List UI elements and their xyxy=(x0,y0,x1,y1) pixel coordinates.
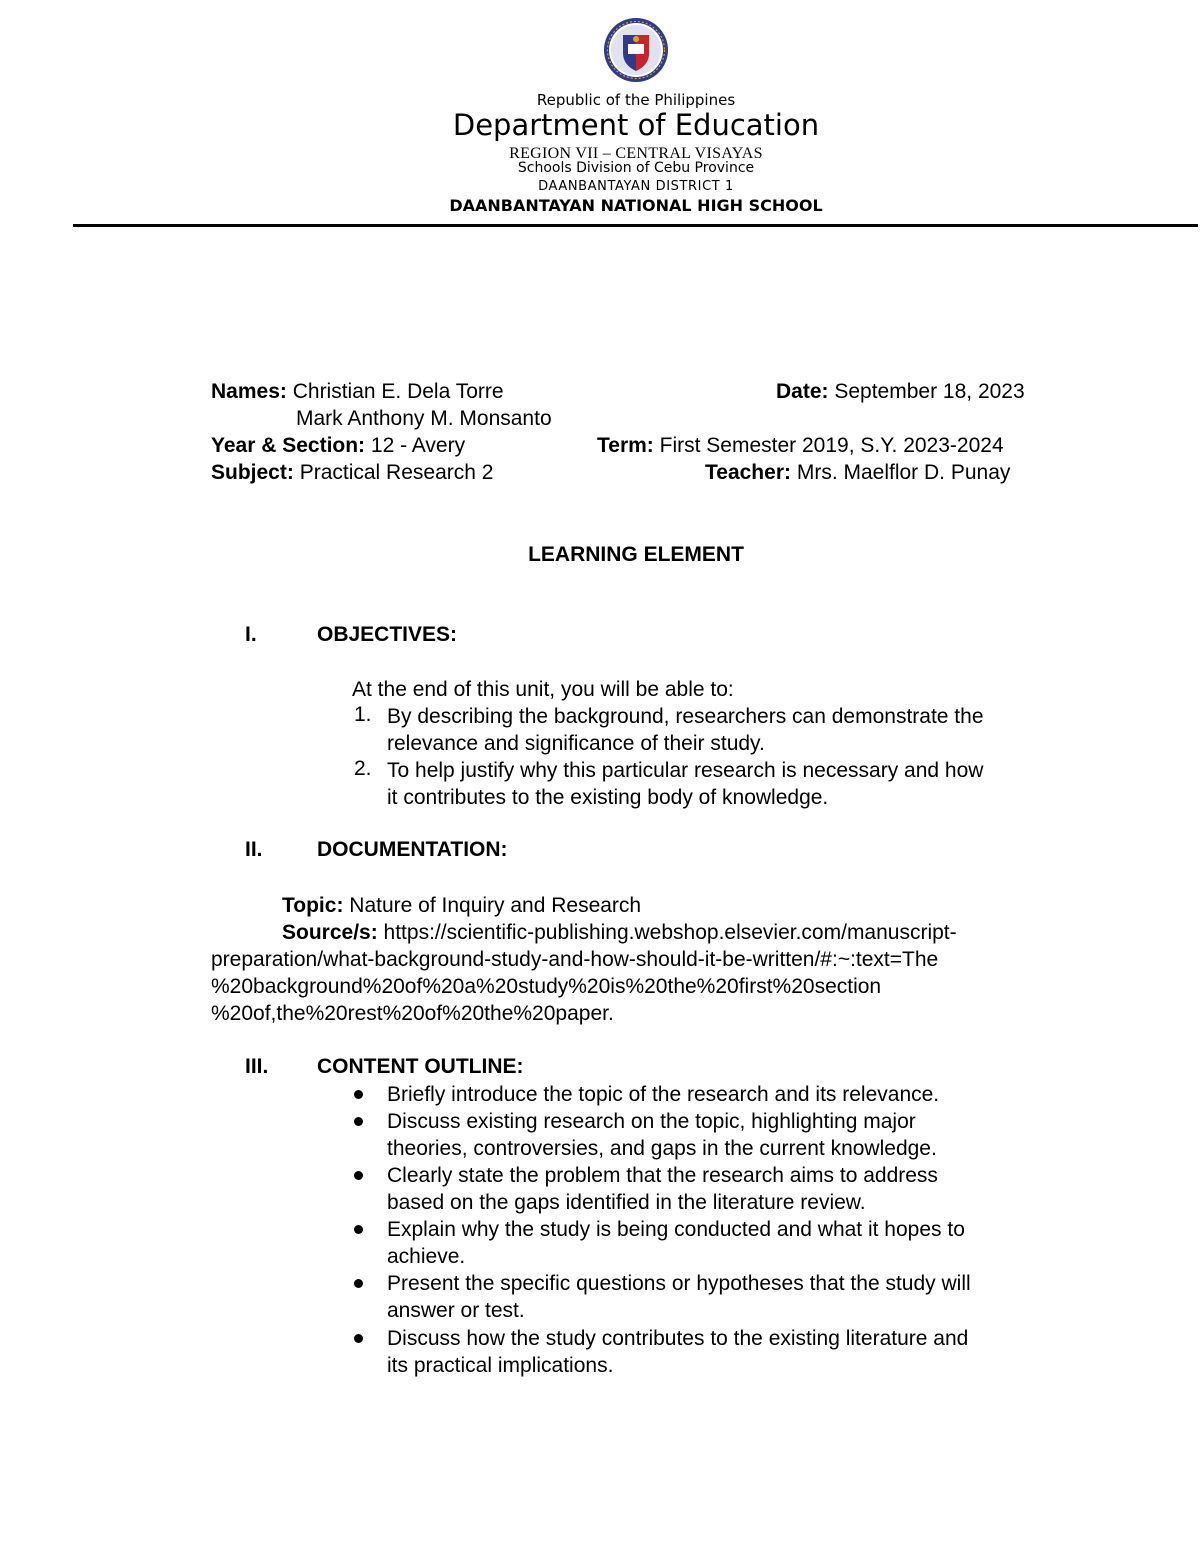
outline-item-line: based on the gaps identified in the literature review. xyxy=(387,1191,866,1214)
documentation-numeral: II. xyxy=(245,838,263,861)
deped-seal-icon xyxy=(601,17,671,83)
objective-number: 2. xyxy=(354,757,372,780)
date-value: September 18, 2023 xyxy=(834,380,1025,403)
source-link: %20of,the%20rest%20of%20the%20paper. xyxy=(211,1002,614,1025)
names-label: Names: xyxy=(211,380,287,403)
outline-item-line: achieve. xyxy=(387,1245,466,1268)
department-title: Department of Education xyxy=(452,108,820,142)
documentation-heading: DOCUMENTATION: xyxy=(317,838,508,861)
year-label: Year & Section: xyxy=(211,434,366,457)
outline-item-line: answer or test. xyxy=(387,1299,525,1322)
source-link: preparation/what-background-study-and-how-should-it-be-written/#:~:text=The xyxy=(211,948,939,971)
bullet-icon xyxy=(354,1279,363,1288)
outline-item-line: Present the specific questions or hypotheses that the study will xyxy=(387,1272,971,1295)
topic-row xyxy=(282,892,641,919)
name-1: Christian E. Dela Torre xyxy=(292,380,504,403)
document-title: LEARNING ELEMENT xyxy=(528,543,744,566)
term-row xyxy=(597,432,1004,459)
outline-item-line: theories, controversies, and gaps in the current knowledge. xyxy=(387,1137,937,1160)
date-label: Date: xyxy=(776,380,829,403)
objectives-numeral: I. xyxy=(245,623,257,646)
teacher-row xyxy=(705,459,1010,486)
outline-item-line: Briefly introduce the topic of the research and its relevance. xyxy=(387,1083,940,1106)
objective-number: 1. xyxy=(354,703,372,726)
subject-label: Subject: xyxy=(211,461,294,484)
republic-line: Republic of the Philippines xyxy=(536,91,736,109)
outline-numeral: III. xyxy=(245,1055,269,1078)
outline-item-line: Clearly state the problem that the research aims to address xyxy=(387,1164,938,1187)
outline-item-line: Discuss existing research on the topic, highlighting major xyxy=(387,1110,916,1133)
district-line: DAANBANTAYAN DISTRICT 1 xyxy=(538,179,734,194)
objective-item-line: By describing the background, researchers can demonstrate the xyxy=(387,705,984,728)
objectives-heading: OBJECTIVES: xyxy=(317,623,458,646)
outline-item-line: Discuss how the study contributes to the existing literature and xyxy=(387,1327,969,1350)
school-name: DAANBANTAYAN NATIONAL HIGH SCHOOL xyxy=(449,196,823,215)
header-divider xyxy=(73,224,1198,227)
objectives-intro: At the end of this unit, you will be able to: xyxy=(352,678,734,701)
source-link: %20background%20of%20a%20study%20is%20the%20first%20section xyxy=(211,975,882,998)
outline-item-line: Explain why the study is being conducted and what it hopes to xyxy=(387,1218,965,1241)
teacher-value: Mrs. Maelflor D. Punay xyxy=(796,461,1011,484)
year-value: 12 - Avery xyxy=(370,434,466,457)
names-row xyxy=(211,378,504,405)
objective-item-line: To help justify why this particular research is necessary and how xyxy=(387,759,984,782)
outline-heading: CONTENT OUTLINE: xyxy=(317,1055,524,1078)
term-value: First Semester 2019, S.Y. 2023-2024 xyxy=(659,434,1004,457)
division-line: Schools Division of Cebu Province xyxy=(517,160,755,176)
source-row xyxy=(282,919,957,946)
source-label: Source/s: xyxy=(282,921,378,944)
topic-label: Topic: xyxy=(282,894,344,917)
bullet-icon xyxy=(354,1117,363,1126)
subject-value: Practical Research 2 xyxy=(299,461,494,484)
date-row xyxy=(776,378,1025,405)
name-2: Mark Anthony M. Monsanto xyxy=(296,407,552,430)
outline-item-line: its practical implications. xyxy=(387,1354,614,1377)
bullet-icon xyxy=(354,1171,363,1180)
objective-item-line: it contributes to the existing body of knowledge. xyxy=(387,786,829,809)
year-row xyxy=(211,432,465,459)
region-line: REGION VII – CENTRAL VISAYAS xyxy=(509,145,763,162)
bullet-icon xyxy=(354,1090,363,1099)
objective-item-line: relevance and significance of their study. xyxy=(387,732,765,755)
bullet-icon xyxy=(354,1225,363,1234)
topic-value: Nature of Inquiry and Research xyxy=(349,894,642,917)
bullet-icon xyxy=(354,1334,363,1343)
subject-row xyxy=(211,459,493,486)
teacher-label: Teacher: xyxy=(705,461,791,484)
term-label: Term: xyxy=(597,434,654,457)
source-link: https://scientific-publishing.webshop.elsevier.com/manuscript- xyxy=(383,921,957,944)
